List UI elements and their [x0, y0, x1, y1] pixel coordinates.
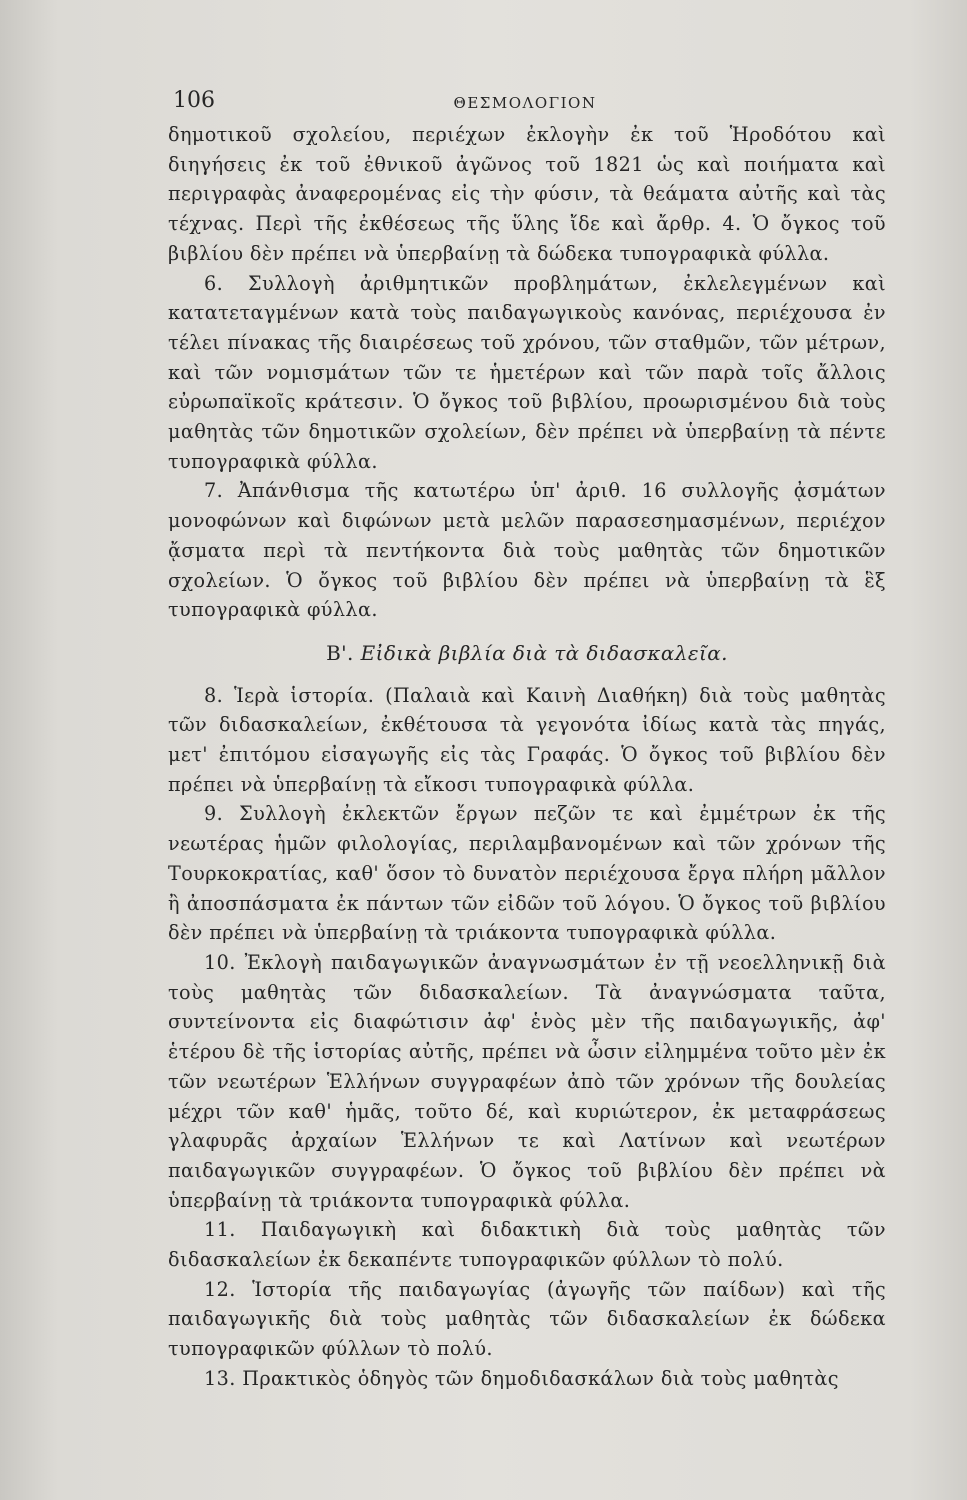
paragraph-item-6: 6. Συλλογὴ ἀριθμητικῶν προβλημάτων, ἐκλελεγμένων καὶ κατατεταγμένων κατὰ τοὺς παιδαγωγικοὺς κανόνας, περιέχουσα ἐν τέλει πίνακας τῆς διαιρέσεως τοῦ χρόνου, τῶν σταθμῶν, τῶν μέτρων, καὶ τῶν νομισμάτων τῶν τε ἡμετέρων καὶ τῶν παρὰ τοῖς ἄλλοις εὐρωπαϊκοῖς κράτεσιν. Ὁ ὄγκος τοῦ βιβλίου, προωρισμένου διὰ τοὺς μαθητὰς τῶν δημοτικῶν σχολείων, δὲν πρέπει νὰ ὑπερβαίνῃ τὰ πέντε τυπογραφικὰ φύλλα. [168, 271, 886, 473]
paragraph-item-8: 8. Ἱερὰ ἱστορία. (Παλαιὰ καὶ Καινὴ Διαθήκη) διὰ τοὺς μαθητὰς τῶν διδασκαλείων, ἐκθέτουσα τὰ γεγονότα ἰδίως κατὰ τὰς πηγάς, μετ' ἐπιτόμου εἰσαγωγῆς εἰς τὰς Γραφάς. Ὁ ὄγκος τοῦ βιβλίου δὲν πρέπει νὰ ὑπερβαίνῃ τὰ εἴκοσι τυπογραφικὰ φύλλα. [168, 683, 886, 796]
paragraph-item-9: 9. Συλλογὴ ἐκλεκτῶν ἔργων πεζῶν τε καὶ ἐμμέτρων ἐκ τῆς νεωτέρας ἡμῶν φιλολογίας, περιλαμβανομένων καὶ τῶν χρόνων τῆς Τουρκοκρατίας, καθ' ὅσον τὸ δυνατὸν περιέχουσα ἔργα πλήρη μᾶλλον ἢ ἀποσπάσματα ἐκ πάντων τῶν εἰδῶν τοῦ λόγου. Ὁ ὄγκος τοῦ βιβλίου δὲν πρέπει νὰ ὑπερβαίνῃ τὰ τριάκοντα τυπογραφικὰ φύλλα. [168, 802, 886, 945]
section-letter: Β'. [326, 640, 354, 665]
running-title: ΘΕΣΜΟΛΟΓΙΟΝ [453, 94, 597, 112]
paragraph-item-7: 7. Ἀπάνθισμα τῆς κατωτέρω ὑπ' ἀριθ. 16 συλλογῆς ᾀσμάτων μονοφώνων καὶ διφώνων μετὰ μελῶν παρασεσημασμένων, περιέχον ᾄσματα περὶ τὰ πεντήκοντα διὰ τοὺς μαθητὰς τῶν δημοτικῶν σχολείων. Ὁ ὄγκος τοῦ βιβλίου δὲν πρέπει νὰ ὑπερβαίνῃ τὰ ἓξ τυπογραφικὰ φύλλα. [168, 479, 886, 622]
page-number: 106 [173, 88, 215, 113]
section-title: Εἰδικὰ βιβλία διὰ τὰ διδασκαλεῖα. [360, 640, 728, 665]
paragraph-continuation: δημοτικοῦ σχολείου, περιέχων ἐκλογὴν ἐκ τοῦ Ἡροδότου καὶ διηγήσεις ἐκ τοῦ ἐθνικοῦ ἀγῶνος τοῦ 1821 ὡς καὶ ποιήματα καὶ περιγραφὰς ἀναφερομένας εἰς τὴν φύσιν, τὰ θεάματα αὐτῆς καὶ τὰς τέχνας. Περὶ τῆς ἐκθέσεως τῆς ὕλης ἴδε καὶ ἄρθρ. 4. Ὁ ὄγκος τοῦ βιβλίου δὲν πρέπει νὰ ὑπερβαίνῃ τὰ δώδεκα τυπογραφικὰ φύλλα. [168, 123, 886, 265]
section-heading [168, 639, 886, 669]
paragraph-item-10: 10. Ἐκλογὴ παιδαγωγικῶν ἀναγνωσμάτων ἐν τῇ νεοελληνικῇ διὰ τοὺς μαθητὰς τῶν διδασκαλείων. Τὰ ἀναγνώσματα ταῦτα, συντείνοντα εἰς διαφώτισιν ἀφ' ἑνὸς μὲν τῆς παιδαγωγικῆς, ἀφ' ἑτέρου δὲ τῆς ἱστορίας αὐτῆς, πρέπει νὰ ὦσιν εἰλημμένα τοῦτο μὲν ἐκ τῶν νεωτέρων Ἑλλήνων συγγραφέων ἀπὸ τῶν χρόνων τῆς δουλείας μέχρι τῶν καθ' ἡμᾶς, τοῦτο δέ, καὶ κυριώτερον, ἐκ μεταφράσεως γλαφυρᾶς ἀρχαίων Ἑλλήνων τε καὶ Λατίνων καὶ νεωτέρων παιδαγωγικῶν συγγραφέων. Ὁ ὄγκος τοῦ βιβλίου δὲν πρέπει νὰ ὑπερβαίνῃ τὰ τριάκοντα τυπογραφικὰ φύλλα. [168, 950, 886, 1212]
paragraph-item-11: 11. Παιδαγωγικὴ καὶ διδακτικὴ διὰ τοὺς μαθητὰς τῶν διδασκαλείων ἐκ δεκαπέντε τυπογραφικῶν φύλλων τὸ πολύ. [168, 1218, 886, 1272]
paragraph-item-12: 12. Ἱστορία τῆς παιδαγωγίας (ἀγωγῆς τῶν παίδων) καὶ τῆς παιδαγωγικῆς διὰ τοὺς μαθητὰς τῶν διδασκαλείων ἐκ δώδεκα τυπογραφικῶν φύλλων τὸ πολύ. [168, 1277, 886, 1361]
page-header [165, 88, 885, 118]
paragraph-item-13: 13. Πρακτικὸς ὁδηγὸς τῶν δημοδιδασκάλων διὰ τοὺς μαθητὰς [204, 1366, 839, 1390]
body-text [168, 120, 886, 1394]
